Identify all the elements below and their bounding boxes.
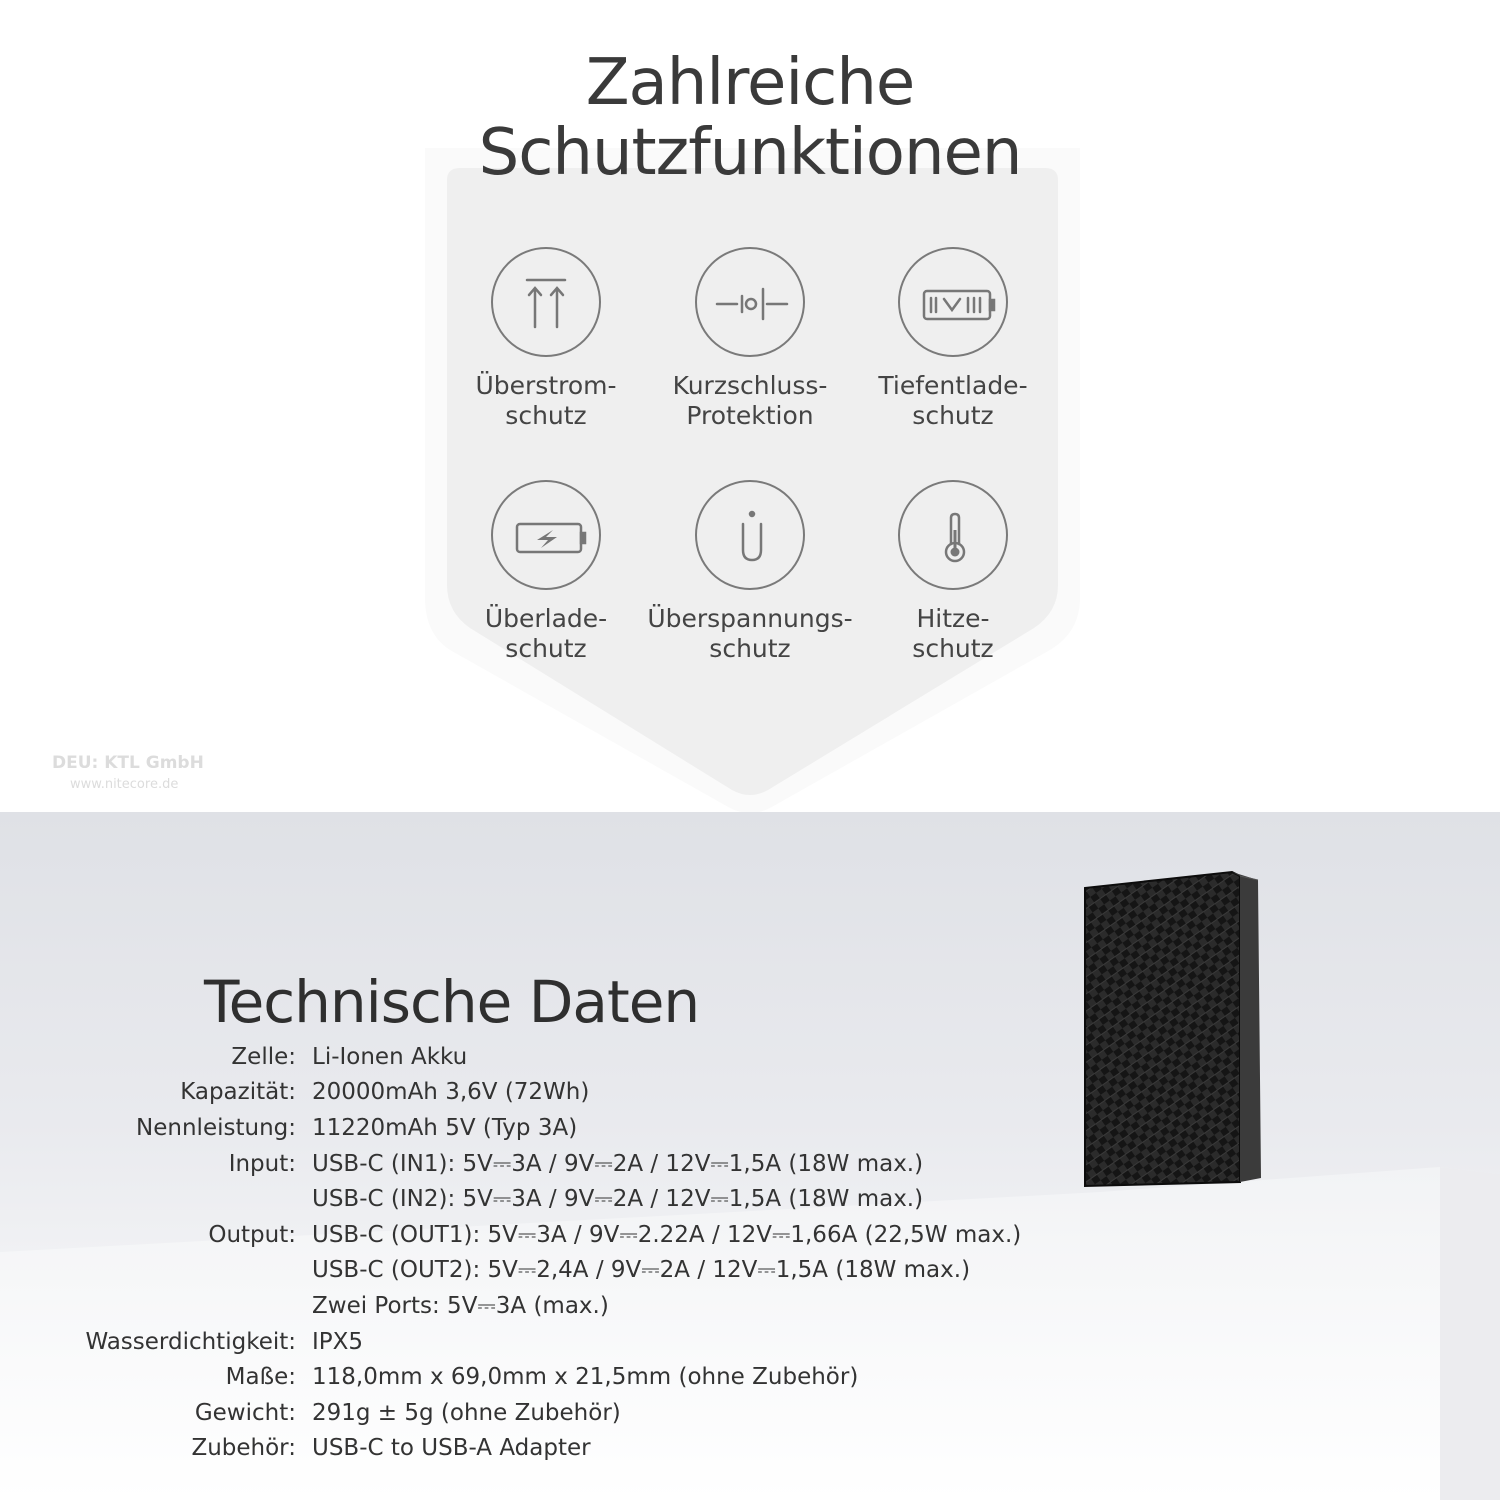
specs-table: [0, 1039, 1021, 1466]
feature-heat: [848, 480, 1058, 664]
spec-value: 20000mAh 3,6V (72Wh): [312, 1079, 590, 1106]
spec-value: USB-C to USB-A Adapter: [312, 1435, 591, 1462]
spec-row: [0, 1324, 1021, 1360]
spec-label: Gewicht:: [194, 1399, 296, 1426]
feature-overcharge: [441, 480, 651, 664]
spec-value: USB-C (IN2): 5V⎓3A / 9V⎓2A / 12V⎓1,5A (18W max.): [312, 1186, 924, 1213]
spec-row: [0, 1288, 1021, 1324]
spec-row: [0, 1039, 1021, 1075]
spec-value: USB-C (IN1): 5V⎓3A / 9V⎓2A / 12V⎓1,5A (18W max.): [312, 1150, 924, 1177]
thermometer-icon: [898, 480, 1008, 590]
spec-label: Maße:: [225, 1364, 296, 1391]
voltage-probe-icon: [695, 480, 805, 590]
feature-label: Überspannungs- schutz: [647, 604, 853, 663]
watermark-line-2: www.nitecore.de: [70, 777, 179, 792]
spec-row: [0, 1110, 1021, 1146]
feature-label: Überlade- schutz: [484, 604, 608, 663]
spec-label: Output:: [208, 1221, 296, 1248]
feature-label: Überstrom- schutz: [475, 371, 617, 430]
power-bank-image: [1080, 870, 1270, 1190]
spec-label: Input:: [228, 1150, 296, 1177]
short-circuit-icon: [695, 247, 805, 357]
spec-row: [0, 1431, 1021, 1467]
spec-value: 118,0mm x 69,0mm x 21,5mm (ohne Zubehör): [312, 1364, 859, 1391]
spec-value: IPX5: [312, 1328, 364, 1355]
page-title: [0, 48, 1500, 188]
watermark-line-1: DEU: KTL GmbH: [52, 753, 204, 773]
title-line-1: Zahlreiche: [585, 46, 915, 120]
spec-value: USB-C (OUT1): 5V⎓3A / 9V⎓2.22A / 12V⎓1,66A (22,5W max.): [312, 1221, 1022, 1248]
spec-label: Kapazität:: [180, 1079, 296, 1106]
spec-row: [0, 1359, 1021, 1395]
spec-row: [0, 1253, 1021, 1289]
spec-label: Wasserdichtigkeit:: [85, 1328, 296, 1355]
specs-title: Technische Daten: [204, 968, 700, 1036]
spec-label: Zelle:: [231, 1043, 296, 1070]
feature-label: Hitze- schutz: [912, 604, 994, 663]
spec-row: [0, 1217, 1021, 1253]
battery-deep-discharge-icon: [898, 247, 1008, 357]
spec-value: USB-C (OUT2): 5V⎓2,4A / 9V⎓2A / 12V⎓1,5A (18W max.): [312, 1257, 971, 1284]
battery-charging-icon: [491, 480, 601, 590]
feature-overvoltage: [645, 480, 855, 664]
spec-row: [0, 1181, 1021, 1217]
spec-row: [0, 1395, 1021, 1431]
overcurrent-arrows-icon: [491, 247, 601, 357]
feature-label: Tiefentlade- schutz: [878, 371, 1028, 430]
spec-value: Li-Ionen Akku: [312, 1043, 468, 1070]
spec-row: [0, 1075, 1021, 1111]
specs-section: [0, 812, 1500, 1500]
title-line-2: Schutzfunktionen: [478, 116, 1022, 190]
watermark: [52, 752, 204, 796]
spec-row: [0, 1146, 1021, 1182]
feature-label: Kurzschluss- Protektion: [672, 371, 828, 430]
spec-label: Zubehör:: [191, 1435, 296, 1462]
spec-value: 291g ± 5g (ohne Zubehör): [312, 1399, 621, 1426]
feature-deep-discharge: [848, 247, 1058, 431]
feature-overcurrent: [441, 247, 651, 431]
spec-value: Zwei Ports: 5V⎓3A (max.): [312, 1292, 609, 1319]
spec-label: Nennleistung:: [136, 1114, 296, 1141]
spec-value: 11220mAh 5V (Typ 3A): [312, 1114, 578, 1141]
feature-short-circuit: [645, 247, 855, 431]
